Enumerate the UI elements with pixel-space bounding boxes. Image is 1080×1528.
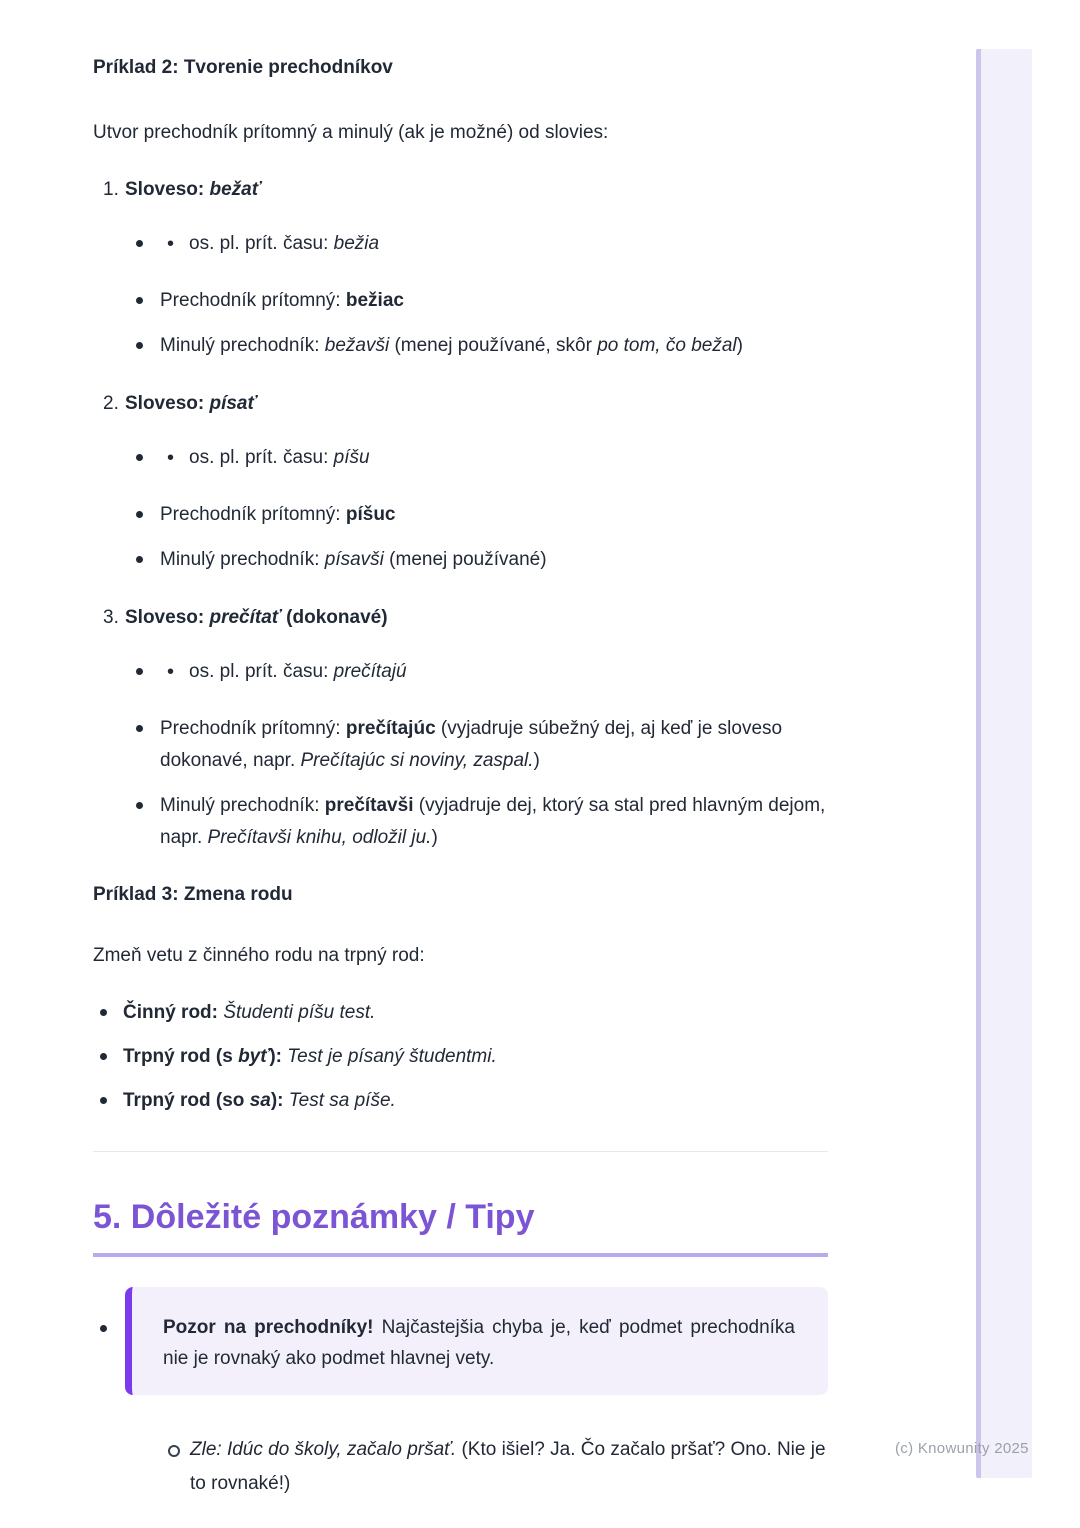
wrong-example-item xyxy=(125,1433,828,1501)
verb-point xyxy=(93,228,828,260)
warning-callout xyxy=(125,1287,828,1395)
verb-item-1 xyxy=(93,175,828,362)
tip-sub-list xyxy=(125,1433,828,1501)
nested-bullet-glyph: • xyxy=(167,661,175,683)
nested-bullet-glyph: • xyxy=(167,233,175,255)
right-scrollbar-track[interactable] xyxy=(976,49,1032,1478)
point-text: Prechodník prítomný: píšuc xyxy=(160,504,396,525)
verb-points xyxy=(93,228,828,362)
verb-title-text: Sloveso: písať xyxy=(125,393,257,414)
list-number: 2. xyxy=(103,393,119,414)
verb-points xyxy=(93,656,828,854)
verb-point xyxy=(93,713,828,777)
tips-list xyxy=(93,1287,828,1501)
point-text: Minulý prechodník: písavši (menej používané) xyxy=(160,549,547,570)
verb-point xyxy=(93,442,828,474)
verb-title-text: Sloveso: bežať xyxy=(125,179,261,200)
verb-title-text: Sloveso: prečítať (dokonavé) xyxy=(125,607,388,628)
point-text: os. pl. prít. času: píšu xyxy=(189,447,370,468)
point-text: Minulý prechodník: bežavši (menej používané, skôr po tom, čo bežal) xyxy=(160,335,743,356)
voice-row xyxy=(93,998,828,1028)
list-number: 1. xyxy=(103,179,119,200)
tip-item xyxy=(93,1287,828,1501)
point-text: os. pl. prít. času: prečítajú xyxy=(189,661,407,682)
verb-title xyxy=(93,389,828,419)
verb-title xyxy=(93,603,828,633)
verb-points xyxy=(93,442,828,576)
verb-point xyxy=(93,285,828,317)
verb-list xyxy=(93,175,828,854)
point-text: Prechodník prítomný: prečítajúc (vyjadruje súbežný dej, aj keď je sloveso dokonavé, napr. Prečítajúc si noviny, zaspal.) xyxy=(160,718,783,771)
copyright-footer: (c) Knowunity 2025 xyxy=(895,1440,1029,1457)
verb-point xyxy=(93,790,828,854)
wrong-example-text: Zle: Idúc do školy, začalo pršať. (Kto išiel? Ja. Čo začalo pršať? Ono. Nie je to rovnaké!) xyxy=(190,1439,826,1494)
verb-point xyxy=(93,499,828,531)
document-content xyxy=(93,0,828,1501)
nested-bullet-glyph: • xyxy=(167,447,175,469)
section-divider xyxy=(93,1151,828,1152)
voice-row xyxy=(93,1086,828,1116)
example3-intro: Zmeň vetu z činného rodu na trpný rod: xyxy=(93,945,425,966)
verb-title xyxy=(93,175,828,205)
point-text: os. pl. prít. času: bežia xyxy=(189,233,380,254)
voice-list xyxy=(93,998,828,1116)
warning-callout-text: Pozor na prechodníky! Najčastejšia chyba je, keď podmet prechodníka nie je rovnaký ako podmet hlavnej vety. xyxy=(163,1317,795,1369)
list-number: 3. xyxy=(103,607,119,628)
point-text: Minulý prechodník: prečítavši (vyjadruje dej, ktorý sa stal pred hlavným dejom, napr. Prečítavši knihu, odložil ju.) xyxy=(160,795,826,848)
example3-heading: Príklad 3: Zmena rodu xyxy=(93,884,293,905)
example2-heading: Príklad 2: Tvorenie prechodníkov xyxy=(93,57,393,78)
voice-row-text: Trpný rod (s byť): Test je písaný študentmi. xyxy=(123,1046,497,1067)
voice-row-text: Činný rod: Študenti píšu test. xyxy=(123,1002,376,1023)
voice-row xyxy=(93,1042,828,1072)
tips-heading: 5. Dôležité poznámky / Tipy xyxy=(93,1195,828,1257)
verb-point xyxy=(93,656,828,688)
bullet-marker xyxy=(100,1325,107,1332)
voice-row-text: Trpný rod (so sa): Test sa píše. xyxy=(123,1090,396,1111)
verb-point xyxy=(93,330,828,362)
verb-item-3 xyxy=(93,603,828,854)
point-text: Prechodník prítomný: bežiac xyxy=(160,290,404,311)
verb-item-2 xyxy=(93,389,828,576)
example2-intro: Utvor prechodník prítomný a minulý (ak je možné) od slovies: xyxy=(93,122,609,143)
verb-point xyxy=(93,544,828,576)
